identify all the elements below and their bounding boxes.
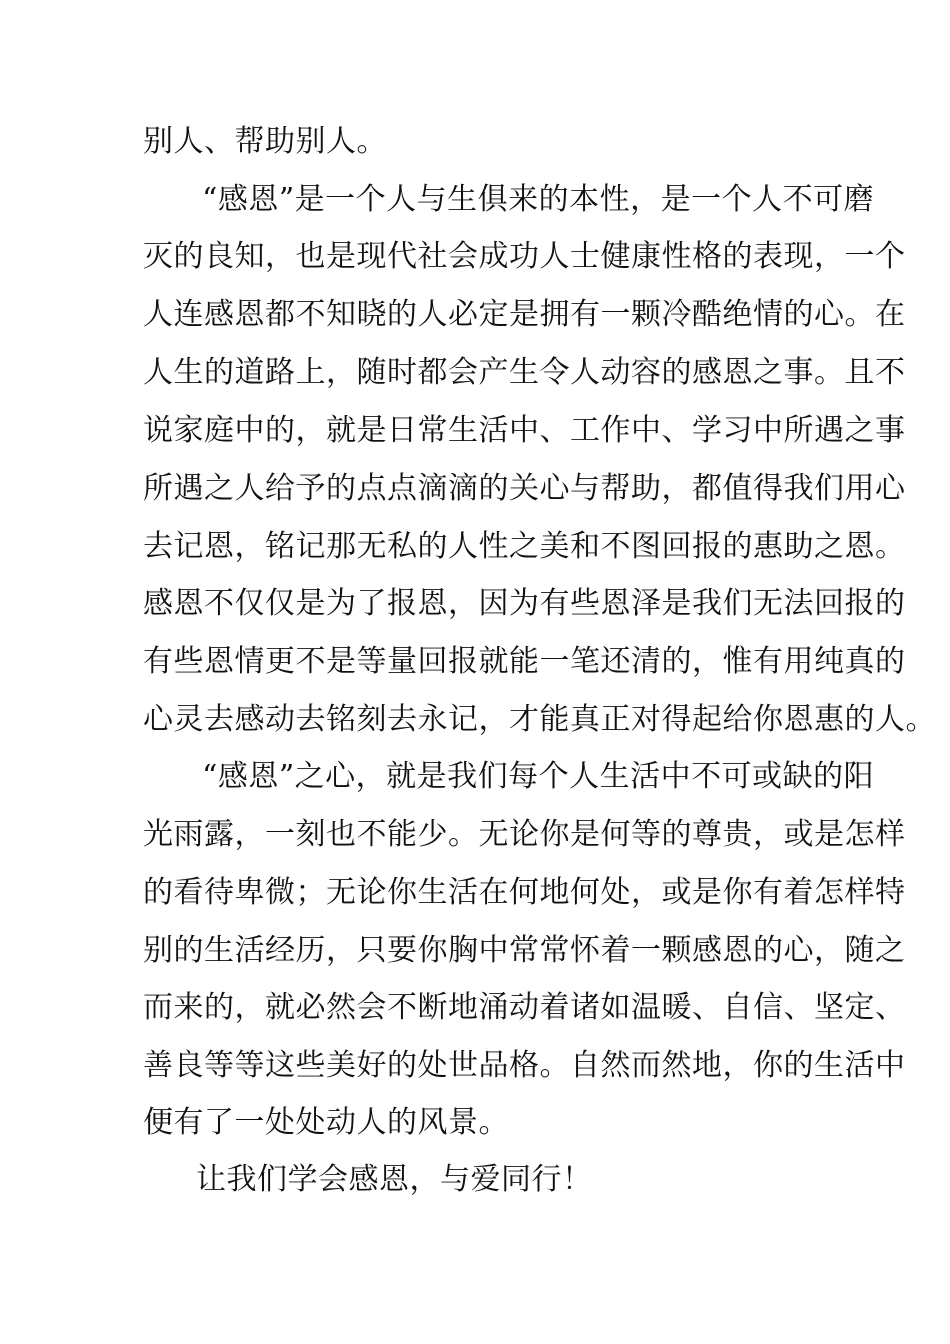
- text-line: 便有了一处处动人的风景。: [143, 1105, 509, 1140]
- text-line: 灭的良知，也是现代社会成功人士健康性格的表现，一个: [143, 239, 906, 274]
- text-line: 的看待卑微；无论你生活在何地何处，或是你有着怎样特: [143, 875, 906, 910]
- text-line: 光雨露，一刻也不能少。无论你是何等的尊贵，或是怎样: [143, 817, 906, 852]
- text-line: 所遇之人给予的点点滴滴的关心与帮助，都值得我们用心: [143, 471, 906, 506]
- paragraph-first-line: “感恩”是一个人与生俱来的本性，是一个人不可磨: [202, 182, 875, 217]
- text-line: 别的生活经历，只要你胸中常常怀着一颗感恩的心，随之: [143, 933, 906, 968]
- text-line: 感恩不仅仅是为了报恩，因为有些恩泽是我们无法回报的: [143, 586, 906, 621]
- text-line: 说家庭中的，就是日常生活中、工作中、学习中所遇之事: [143, 413, 906, 448]
- text-line: 去记恩，铭记那无私的人性之美和不图回报的惠助之恩。: [143, 529, 906, 564]
- closing-line: 让我们学会感恩，与爱同行！: [196, 1162, 593, 1197]
- text-line: 别人、帮助别人。: [143, 124, 387, 159]
- text-line: 有些恩情更不是等量回报就能一笔还清的，惟有用纯真的: [143, 644, 906, 679]
- text-line: 心灵去感动去铭刻去永记，才能真正对得起给你恩惠的人。: [143, 702, 936, 737]
- text-line: 人生的道路上，随时都会产生令人动容的感恩之事。且不: [143, 355, 906, 390]
- paragraph-first-line: “感恩”之心，就是我们每个人生活中不可或缺的阳: [202, 759, 875, 794]
- text-line: 而来的，就必然会不断地涌动着诸如温暖、自信、坚定、: [143, 990, 906, 1025]
- text-line: 善良等等这些美好的处世品格。自然而然地，你的生活中: [143, 1048, 906, 1083]
- text-line: 人连感恩都不知晓的人必定是拥有一颗冷酷绝情的心。在: [143, 297, 906, 332]
